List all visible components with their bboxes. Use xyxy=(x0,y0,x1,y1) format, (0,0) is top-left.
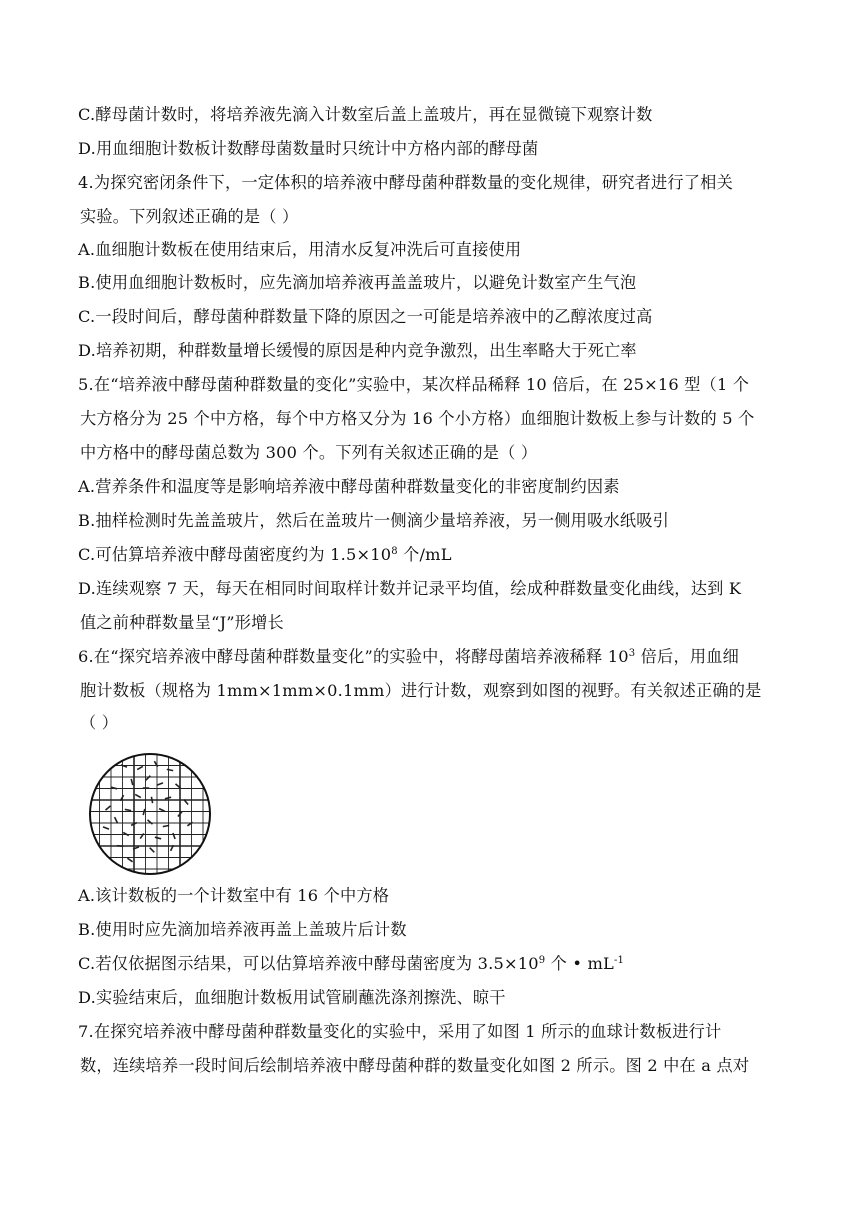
question-6-blank: （ ） xyxy=(80,713,119,732)
yeast-cell xyxy=(123,832,129,835)
yeast-cell xyxy=(151,797,152,803)
yeast-cell xyxy=(150,848,155,853)
microscope-field-figure xyxy=(86,752,214,876)
question-6-stem-cont: 胞计数板（规格为 1mm×1mm×0.1mm）进行计数，观察到如图的视野。有关叙述正确的是 xyxy=(80,681,762,700)
question-4-stem: 4.为探究密闭条件下，一定体积的培养液中酵母菌种群数量的变化规律，研究者进行了相关 xyxy=(78,173,733,192)
yeast-cell xyxy=(117,846,123,847)
option-a-q4: A.血细胞计数板在使用结束后，用清水反复冲洗后可直接使用 xyxy=(78,240,522,259)
yeast-cell xyxy=(127,858,132,862)
yeast-cell xyxy=(165,797,171,799)
option-a-q6: A.该计数板的一个计数室中有 16 个中方格 xyxy=(78,886,390,905)
option-d-q6: D.实验结束后，血细胞计数板用试管刷蘸洗涤剂擦洗、晾干 xyxy=(78,988,506,1007)
yeast-cell xyxy=(125,809,131,810)
question-7-stem-cont: 数，连续培养一段时间后绘制培养液中酵母菌种群的数量变化如图 2 所示。图 2 中在 a 点对 xyxy=(80,1056,750,1075)
option-b-q5: B.抽样检测时先盖盖玻片，然后在盖玻片一侧滴少量培养液，另一侧用吸水纸吸引 xyxy=(78,511,670,530)
option-c-q5: C.可估算培养液中酵母菌密度约为 $1.5\times 10^8$ 个/mL xyxy=(78,545,452,564)
option-c-q4: C.一段时间后，酵母菌种群数量下降的原因之一可能是培养液中的乙醇浓度过高 xyxy=(78,307,653,326)
option-b-q6: B.使用时应先滴加培养液再盖上盖玻片后计数 xyxy=(78,920,407,939)
yeast-cell xyxy=(157,783,163,785)
yeast-cell xyxy=(106,806,111,810)
option-b-q4: B.使用血细胞计数板时，应先滴加培养液再盖盖玻片，以避免计数室产生气泡 xyxy=(78,273,637,292)
yeast-cell xyxy=(159,809,165,812)
yeast-cell xyxy=(173,833,175,839)
question-4-stem-cont: 实验。下列叙述正确的是（ ） xyxy=(80,207,299,226)
option-d-q5-cont: 值之前种群数量呈“J”形增长 xyxy=(80,613,284,632)
option-d-q3: D.用血细胞计数板计数酵母菌数量时只统计中方格内部的酵母菌 xyxy=(78,139,539,158)
question-5-stem-cont-2: 中方格中的酵母菌总数为 300 个。下列有关叙述正确的是（ ） xyxy=(80,443,538,462)
option-c-q6: C.若仅依据图示结果，可以估算培养液中酵母菌密度为 $3.5\times 10^9$ 个 • $mL^{-1}$ xyxy=(78,954,625,973)
question-5-stem: 5.在“培养液中酵母菌种群数量的变化”实验中，某次样品稀释 10 倍后，在 25×16 型（1 个 xyxy=(78,375,750,394)
yeast-cell xyxy=(115,817,118,823)
yeast-cell xyxy=(146,776,151,781)
yeast-cell xyxy=(131,779,133,785)
option-c-q3: C.酵母菌计数时，将培养液先滴入计数室后盖上盖玻片，再在显微镜下观察计数 xyxy=(78,105,653,124)
yeast-cell xyxy=(135,794,141,797)
yeast-cell xyxy=(137,766,143,769)
question-7-stem: 7.在探究培养液中酵母菌种群数量变化的实验中，采用了如图 1 所示的血球计数板进行计 xyxy=(78,1022,722,1041)
yeast-cell xyxy=(167,769,173,770)
question-6-stem: 6.在“探究培养液中酵母菌种群数量变化”的实验中，将酵母菌培养液稀释 $10^3$ 倍后，用血细 xyxy=(78,647,739,666)
option-a-q5: A.营养条件和温度等是影响培养液中酵母菌种群数量变化的非密度制约因素 xyxy=(78,477,620,496)
option-d-q5: D.连续观察 7 天，每天在相同时间取样计数并记录平均值，绘成种群数量变化曲线，达到 K xyxy=(78,579,742,598)
option-d-q4: D.培养初期，种群数量增长缓慢的原因是种内竞争激烈，出生率略大于死亡率 xyxy=(78,341,637,360)
yeast-cell xyxy=(143,809,145,815)
yeast-cell xyxy=(148,820,153,824)
yeast-cell xyxy=(103,827,109,829)
yeast-cell xyxy=(155,837,161,839)
question-5-stem-cont-1: 大方格分为 25 个中方格，每个中方格又分为 16 个小方格）血细胞计数板上参与计数的 5 个 xyxy=(80,409,755,428)
